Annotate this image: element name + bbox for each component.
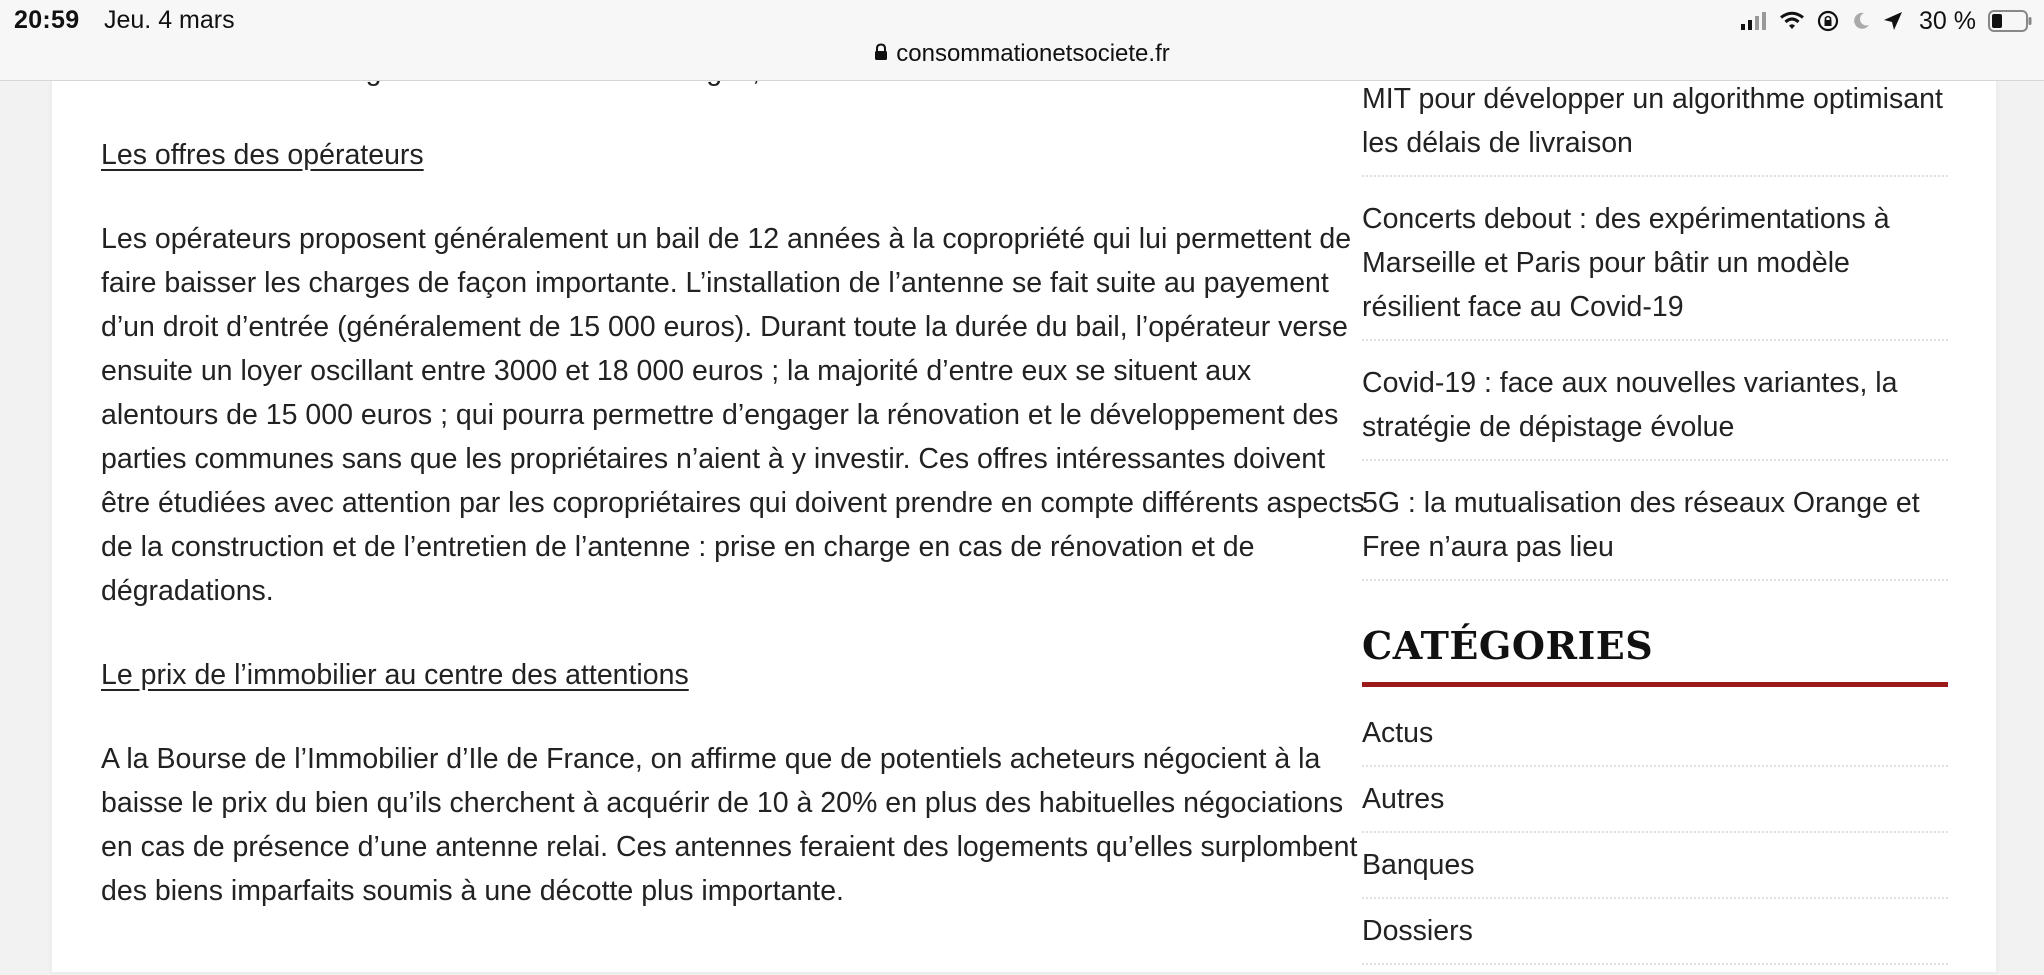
- battery-percentage: 30 %: [1919, 6, 1976, 35]
- recent-post-link[interactable]: Concerts debout : des expérimentations à Marseille et Paris pour bâtir un modèle résilient face au Covid-19: [1362, 197, 1948, 341]
- location-arrow-icon: [1883, 11, 1903, 31]
- category-link-dossiers[interactable]: Dossiers: [1362, 909, 1948, 965]
- sidebar: [1362, 77, 1948, 975]
- status-bar: [0, 0, 2044, 81]
- category-link-autres[interactable]: Autres: [1362, 777, 1948, 833]
- article-paragraph: Les opérateurs proposent généralement un bail de 12 années à la copropriété qui lui permettent de faire baisser les charges de façon importante. L’installation de l’antenne se fait suite au payement d’un droit d’entrée (généralement de 15 000 euros). Durant toute la durée du bail, l’opérateur verse ensuite un loyer oscillant entre 3000 et 18 000 euros ; la majorité d’entre eux se situent aux alentours de 15 000 euros ; qui pourra permettre d’engager la rénovation et le développement des parties communes sans que les propriétaires n’aient à y investir. Ces offres intéressantes doivent être étudiées avec attention par les copropriétaires qui doivent prendre en compte différents aspects de la construction et de l’entretien de l’antenne : prise en charge en cas de rénovation et de dégradations.: [101, 223, 1365, 607]
- article-subheading: Les offres des opérateurs: [101, 139, 424, 171]
- recent-post-link[interactable]: Covid-19 : face aux nouvelles variantes, la stratégie de dépistage évolue: [1362, 361, 1948, 461]
- page-content: [52, 80, 1996, 972]
- status-time: 20:59: [14, 6, 80, 34]
- category-link-actus[interactable]: Actus: [1362, 711, 1948, 767]
- wifi-icon: [1779, 11, 1805, 31]
- orientation-lock-icon: [1817, 10, 1839, 32]
- signal-icon: [1741, 12, 1767, 30]
- battery-icon: [1988, 10, 2032, 32]
- lock-icon: [874, 40, 888, 68]
- url-text[interactable]: consommationetsociete.fr: [896, 40, 1170, 67]
- categories-divider: [1362, 682, 1948, 687]
- category-link-banques[interactable]: Banques: [1362, 843, 1948, 899]
- address-bar[interactable]: [0, 40, 2044, 68]
- moon-icon: [1851, 11, 1871, 31]
- article-paragraph: A la Bourse de l’Immobilier d’Ile de France, on affirme que de potentiels acheteurs négocient à la baisse le prix du bien qu’ils cherchent à acquérir de 10 à 20% en plus des habituelles négociations en cas de présence d’une antenne relai. Ces antennes feraient des logements qu’elles surplombent des biens imparfaits soumis à une décotte plus importante.: [101, 743, 1358, 907]
- categories-heading: CATÉGORIES: [1362, 623, 1654, 668]
- recent-post-link[interactable]: 5G : la mutualisation des réseaux Orange et Free n’aura pas lieu: [1362, 481, 1948, 581]
- article-body: [101, 49, 1371, 953]
- article-subheading: Le prix de l’immobilier au centre des attentions: [101, 659, 689, 691]
- status-date: Jeu. 4 mars: [104, 6, 235, 34]
- recent-post-link[interactable]: MIT pour développer un algorithme optimisant les délais de livraison: [1362, 77, 1948, 177]
- status-icons: [1741, 6, 2032, 36]
